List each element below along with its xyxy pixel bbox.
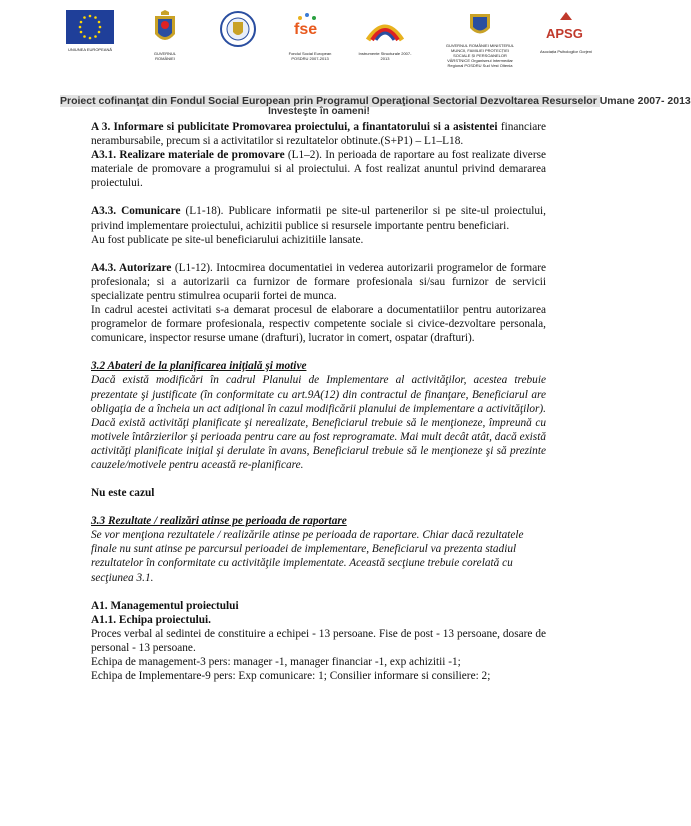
a31-paragraph <box>91 148 546 190</box>
government-caption: GUVERNUL ROMÂNIEI <box>153 51 177 61</box>
a3-title: A 3. Informare si publicitate Promovarea proiectului, a finantatorului si a asistentei <box>91 121 498 133</box>
ministry-crest-caption: GUVERNUL ROMÂNIEI MINISTERUL MUNCII, FAMILIEI PROTECȚIEI SOCIALE ȘI PERSOANELOR VÂRSTNICE Organismul Intermediar Regional POSDRU Sud Vest Oltenia <box>445 43 515 68</box>
a1-heading <box>91 599 546 613</box>
eu-flag-icon <box>66 10 114 44</box>
a33-title: A3.3. Comunicare <box>91 205 181 218</box>
ministry-crest-icon <box>467 10 493 40</box>
a33-paragraph <box>91 204 546 232</box>
svg-text:fse: fse <box>294 21 318 38</box>
a3-paragraph <box>91 120 546 148</box>
seal-icon <box>220 10 256 48</box>
fse-logo <box>280 10 340 61</box>
structural-instruments-logo <box>355 10 415 61</box>
document-body <box>91 120 546 683</box>
section-3-2-text: Dacă există modificări în cadrul Planului de Implementare al activităţilor, acestea trebuie prezentate şi justificate (în conformitate cu art.9A(12) din contractul de finanţare, Beneficiarul are obligaţia de a încheia un act adiţional în cazul modificării planului de implementare a activităţilor). Dacă există activităţi planificate şi nerealizate, Beneficiarul trebuie să le menţioneze, împreună cu motivele întârzierilor şi perioada pentru care au fost reprogramate. Mai mult decât atât, dacă există activităţi planificate iniţial şi derulate în avans, Beneficiarul trebuie să le menţioneze şi să prezinte cauzele/motivele pentru această re-planificare. <box>91 374 546 471</box>
slogan: Investeşte în oameni! <box>268 106 370 117</box>
a31-text: (L1–2). In perioada de raportare au fost realizate diverse materiale de promovare a programului si al proiectului. A fost realizat anuntul privind demararea proiectului. <box>91 149 546 190</box>
section-3-3-text: Se vor menţiona rezultatele / realizările atinse pe perioada de raportare. Chiar dacă rezultatele finale nu sunt atinse pe parcursul perioadei de implementare, Beneficiarul va prezenta stadiul rezultatelor în conformitate cu activităţile implementate. Această secţiune trebuie corelată cu secţiunea 3.1. <box>91 529 524 584</box>
a43-text: (L1-12). Intocmirea documentatiei in vederea autorizarii programelor de formare profesionala; si a autorizarii ca furnizor de formare profesionala si/sau furnizor de servicii specializate pentru stimulrea ocuparii fortei de munca. <box>91 261 547 302</box>
structural-instruments-icon <box>362 10 408 48</box>
not-applicable-note <box>91 486 546 500</box>
fse-icon <box>290 10 330 48</box>
ministry-seal-logo <box>218 10 258 49</box>
apsg-icon <box>544 10 588 46</box>
eu-caption: UNIUNEA EUROPEANĂ <box>67 47 112 52</box>
eu-flag-logo <box>60 10 120 52</box>
svg-text:APSG: APSG <box>546 26 583 41</box>
cofinancing-banner: Proiect cofinanţat din Fondul Social European prin Programul Operaţional Sectorial Dezvoltarea Resurselor Umane 2007- 2013 <box>60 95 691 107</box>
a11-title: A1.1. Echipa proiectului. <box>91 613 211 626</box>
fse-caption: Fondul Social European POSDRU 2007-2013 <box>288 51 332 61</box>
a11-paragraph-2: Echipa de management-3 pers: manager -1, manager financiar -1, exp achizitii -1; <box>91 656 461 668</box>
romanian-crest-icon <box>152 10 178 48</box>
section-3-3-title: 3.3 Rezultate / realizări atinse pe perioada de raportare <box>91 515 347 528</box>
a43-paragraph <box>91 261 546 303</box>
not-applicable-text: Nu este cazul <box>91 487 155 500</box>
a31-title: A3.1. Realizare materiale de promovare <box>91 149 285 162</box>
apsg-logo <box>536 10 596 54</box>
a11-paragraph-3: Echipa de Implementare-9 pers: Exp comunicare: 1; Consilier informare si consiliere: 2; <box>91 670 491 683</box>
section-3-2-title: 3.2 Abateri de la planificarea iniţială şi motive <box>91 360 307 373</box>
structural-instruments-caption: Instrumente Structurale 2007-2013 <box>358 51 412 61</box>
government-logo <box>145 10 185 61</box>
a33-text: (L1-18). Publicare informatii pe site-ul partenerilor si pe site-ul proiectului, privind implementare proiectului, achizitii publice si resursele importante pentru beneficiari. <box>91 205 546 232</box>
page-header <box>0 0 691 118</box>
a1-title: A1. Managementul proiectului <box>91 599 239 612</box>
a11-heading <box>91 613 546 627</box>
a43-paragraph-2: In cadrul acestei activitati s-a demarat procesul de elaborare a documentatiilor pentru autorizarea programelor de formare profesionala, respectiv competente sociale si civice-dezvoltare personala, comunicare, inspector resurse umane (drafturi), lucrator in comert, ospatar (drafturi). <box>91 304 546 345</box>
ministry-crest-logo <box>445 10 515 68</box>
a33-paragraph-2: Au fost publicate pe site-ul beneficiarului achizitiile lansate. <box>91 233 364 246</box>
logo-strip <box>60 10 600 80</box>
a43-title: A4.3. Autorizare <box>91 261 172 274</box>
apsg-caption: Asociația Psihologilor Gorjeni <box>539 49 593 54</box>
a11-paragraph: Proces verbal al sedintei de constituire a echipei - 13 persoane. Fise de post - 13 persoane, dosare de personal - 13 persoane. <box>91 627 546 654</box>
a3-text: financiare nerambursabile, precum si a activitatilor si rezultatelor obtinute.(S+P1) – L1–L18. <box>91 121 546 148</box>
